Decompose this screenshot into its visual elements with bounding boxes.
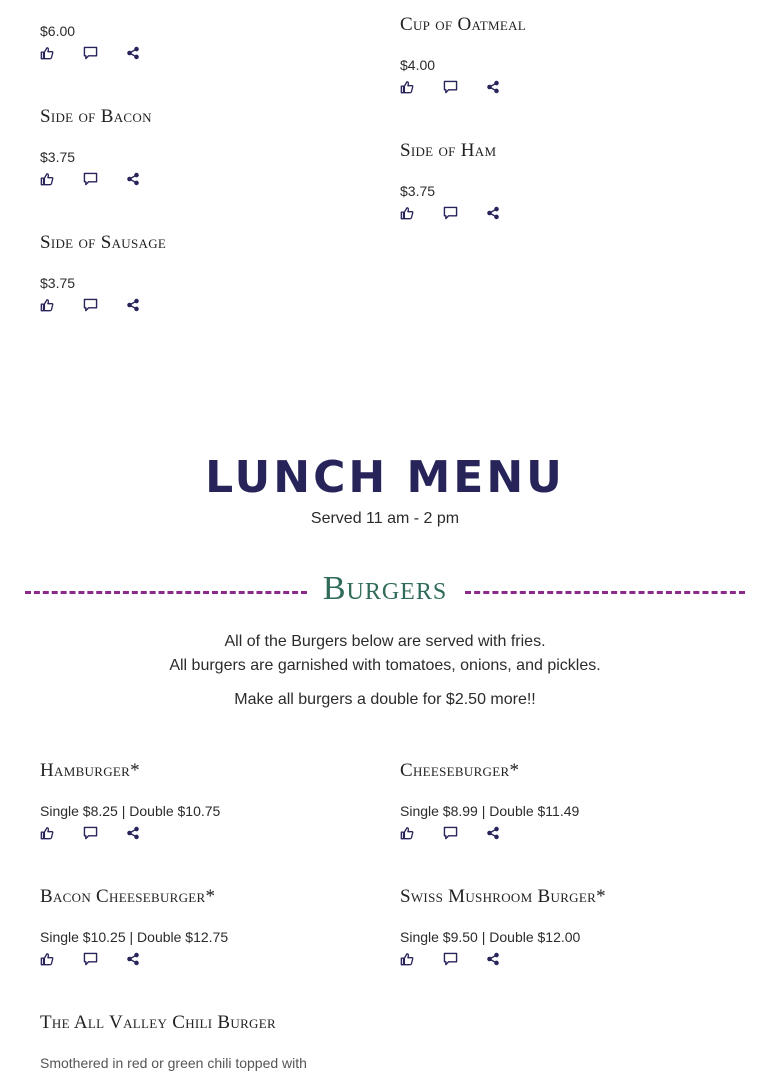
item-actions — [40, 43, 169, 63]
served-hours: Served 11 am - 2 pm — [310, 510, 460, 527]
comment-button[interactable] — [83, 43, 126, 63]
like-button[interactable] — [400, 949, 443, 969]
thumbs-up-icon — [40, 952, 54, 966]
comment-icon — [83, 46, 98, 60]
item-price: $3.75 — [40, 275, 76, 291]
comment-button[interactable] — [83, 169, 126, 189]
share-icon — [126, 952, 140, 966]
thumbs-up-icon — [400, 826, 414, 840]
like-button[interactable] — [40, 823, 83, 843]
burgers-double-note: Make all burgers a double for $2.50 more!! — [234, 691, 536, 708]
comment-icon — [83, 172, 98, 186]
item-price: Single $9.50 | Double $12.00 — [400, 929, 581, 945]
like-button[interactable] — [40, 295, 83, 315]
item-name: Side of Bacon — [40, 106, 152, 127]
item-description: Smothered in red or green chili topped with — [40, 1055, 307, 1071]
item-name: Cup of Oatmeal — [400, 14, 527, 35]
comment-icon — [443, 80, 458, 94]
like-button[interactable] — [40, 949, 83, 969]
lunch-menu-title: LUNCH MENU — [205, 452, 565, 503]
section-title-burgers: Burgers — [322, 570, 448, 607]
share-button[interactable] — [126, 169, 169, 189]
thumbs-up-icon — [400, 952, 414, 966]
share-icon — [126, 46, 140, 60]
like-button[interactable] — [40, 169, 83, 189]
comment-icon — [443, 826, 458, 840]
comment-button[interactable] — [443, 823, 486, 843]
share-icon — [486, 952, 500, 966]
item-actions — [40, 949, 169, 969]
burgers-note: All burgers are garnished with tomatoes, onions, and pickles. — [169, 657, 601, 674]
item-actions — [400, 77, 529, 97]
item-price: $3.75 — [40, 149, 76, 165]
burgers-note: All of the Burgers below are served with fries. — [224, 633, 546, 650]
item-price: Single $10.25 | Double $12.75 — [40, 929, 229, 945]
like-button[interactable] — [40, 43, 83, 63]
share-icon — [486, 826, 500, 840]
share-button[interactable] — [126, 949, 169, 969]
thumbs-up-icon — [40, 172, 54, 186]
like-button[interactable] — [400, 203, 443, 223]
item-name: Cheeseburger* — [400, 760, 520, 781]
share-icon — [126, 298, 140, 312]
comment-button[interactable] — [83, 823, 126, 843]
comment-icon — [83, 826, 98, 840]
divider-right — [465, 591, 745, 594]
share-button[interactable] — [126, 43, 169, 63]
item-name: Bacon Cheeseburger* — [40, 886, 216, 907]
like-button[interactable] — [400, 77, 443, 97]
share-button[interactable] — [486, 203, 529, 223]
item-actions — [40, 169, 169, 189]
item-name: The All Valley Chili Burger — [40, 1012, 276, 1033]
item-name: Side of Sausage — [40, 232, 167, 253]
share-icon — [126, 826, 140, 840]
share-button[interactable] — [486, 949, 529, 969]
item-price: $4.00 — [400, 57, 436, 73]
thumbs-up-icon — [40, 826, 54, 840]
item-name: Hamburger* — [40, 760, 140, 781]
item-actions — [40, 295, 169, 315]
item-actions — [400, 203, 529, 223]
comment-button[interactable] — [83, 295, 126, 315]
item-actions — [400, 823, 529, 843]
comment-button[interactable] — [443, 949, 486, 969]
share-button[interactable] — [486, 823, 529, 843]
item-name: Swiss Mushroom Burger* — [400, 886, 606, 907]
comment-icon — [443, 206, 458, 220]
thumbs-up-icon — [400, 80, 414, 94]
item-actions — [400, 949, 529, 969]
item-price: Single $8.99 | Double $11.49 — [400, 803, 580, 819]
share-button[interactable] — [126, 295, 169, 315]
comment-button[interactable] — [83, 949, 126, 969]
thumbs-up-icon — [40, 298, 54, 312]
comment-button[interactable] — [443, 77, 486, 97]
share-button[interactable] — [486, 77, 529, 97]
comment-button[interactable] — [443, 203, 486, 223]
thumbs-up-icon — [400, 206, 414, 220]
share-icon — [486, 80, 500, 94]
share-icon — [486, 206, 500, 220]
comment-icon — [83, 952, 98, 966]
share-button[interactable] — [126, 823, 169, 843]
comment-icon — [443, 952, 458, 966]
item-price: $3.75 — [400, 183, 436, 199]
thumbs-up-icon — [40, 46, 54, 60]
item-name: Side of Ham — [400, 140, 497, 161]
comment-icon — [83, 298, 98, 312]
share-icon — [126, 172, 140, 186]
like-button[interactable] — [400, 823, 443, 843]
item-price: Single $8.25 | Double $10.75 — [40, 803, 221, 819]
item-actions — [40, 823, 169, 843]
item-price: $6.00 — [40, 23, 76, 39]
